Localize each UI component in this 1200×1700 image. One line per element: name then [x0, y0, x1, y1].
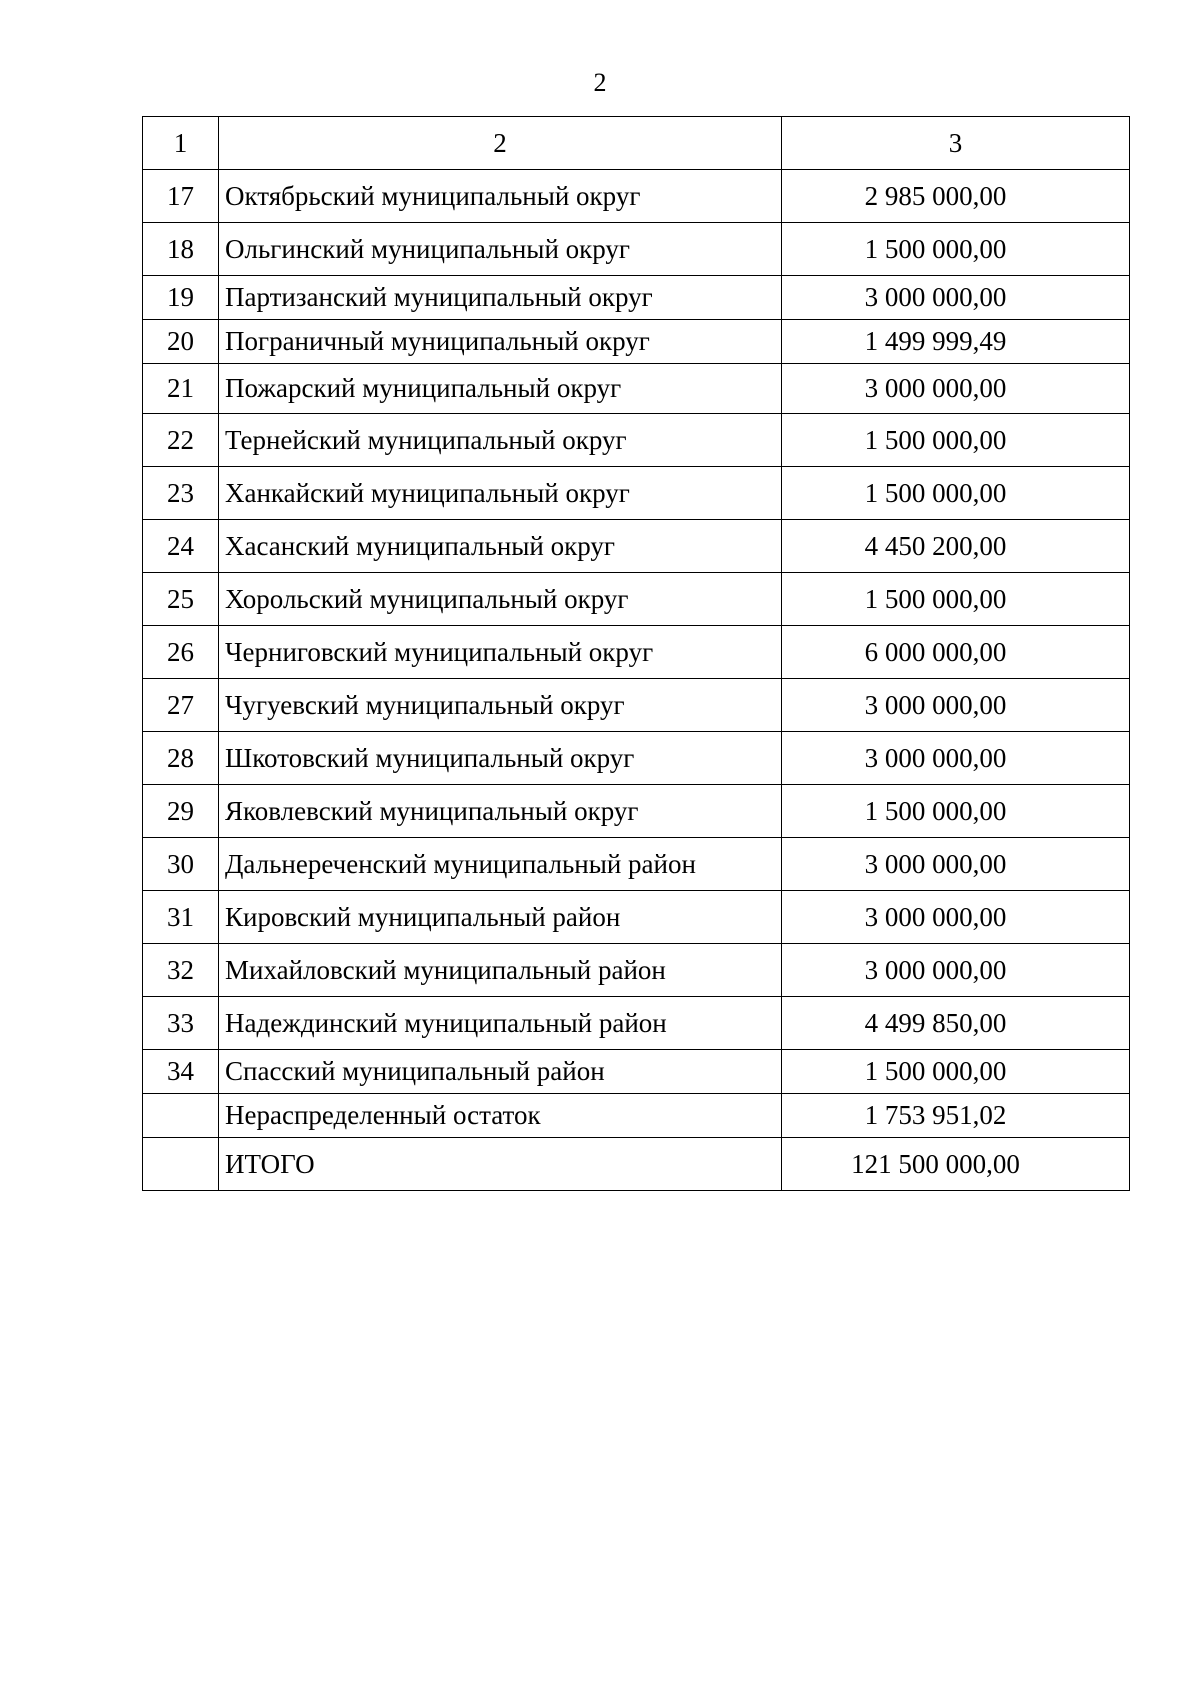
table-row — [143, 1138, 1130, 1191]
table-row — [143, 891, 1130, 944]
row-amount: 121 500 000,00 — [782, 1138, 1130, 1191]
table-row — [143, 467, 1130, 520]
table-row — [143, 320, 1130, 364]
row-amount: 1 500 000,00 — [782, 414, 1130, 467]
row-number: 22 — [143, 414, 219, 467]
row-name: Октябрьский муниципальный округ — [219, 170, 782, 223]
row-number: 20 — [143, 320, 219, 364]
row-amount: 1 500 000,00 — [782, 223, 1130, 276]
row-number: 21 — [143, 364, 219, 414]
row-name: Нераспределенный остаток — [219, 1094, 782, 1138]
row-amount: 1 500 000,00 — [782, 785, 1130, 838]
row-name: Шкотовский муниципальный округ — [219, 732, 782, 785]
table-row — [143, 997, 1130, 1050]
row-number: 29 — [143, 785, 219, 838]
row-number: 27 — [143, 679, 219, 732]
row-name: Пограничный муниципальный округ — [219, 320, 782, 364]
row-name: ИТОГО — [219, 1138, 782, 1191]
row-name: Ольгинский муниципальный округ — [219, 223, 782, 276]
row-amount: 3 000 000,00 — [782, 891, 1130, 944]
table-row — [143, 170, 1130, 223]
row-amount: 4 450 200,00 — [782, 520, 1130, 573]
row-name: Яковлевский муниципальный округ — [219, 785, 782, 838]
header-cell-1: 1 — [143, 117, 219, 170]
row-amount: 1 500 000,00 — [782, 573, 1130, 626]
row-number — [143, 1094, 219, 1138]
row-number: 18 — [143, 223, 219, 276]
row-amount: 1 753 951,02 — [782, 1094, 1130, 1138]
row-number: 25 — [143, 573, 219, 626]
row-amount: 3 000 000,00 — [782, 679, 1130, 732]
table-row — [143, 1050, 1130, 1094]
row-number: 32 — [143, 944, 219, 997]
row-name: Кировский муниципальный район — [219, 891, 782, 944]
row-number: 34 — [143, 1050, 219, 1094]
table-row — [143, 732, 1130, 785]
row-amount: 3 000 000,00 — [782, 838, 1130, 891]
row-number: 26 — [143, 626, 219, 679]
table-row — [143, 679, 1130, 732]
row-name: Партизанский муниципальный округ — [219, 276, 782, 320]
table-row — [143, 364, 1130, 414]
row-amount: 4 499 850,00 — [782, 997, 1130, 1050]
row-amount: 2 985 000,00 — [782, 170, 1130, 223]
row-name: Дальнереченский муниципальный район — [219, 838, 782, 891]
row-name: Михайловский муниципальный район — [219, 944, 782, 997]
table-row — [143, 414, 1130, 467]
row-number: 33 — [143, 997, 219, 1050]
row-name: Надеждинский муниципальный район — [219, 997, 782, 1050]
row-number: 19 — [143, 276, 219, 320]
table-row — [143, 944, 1130, 997]
table-header-row — [143, 117, 1130, 170]
header-cell-2: 2 — [219, 117, 782, 170]
row-name: Тернейский муниципальный округ — [219, 414, 782, 467]
table-row — [143, 573, 1130, 626]
table-row — [143, 626, 1130, 679]
row-amount: 1 500 000,00 — [782, 1050, 1130, 1094]
row-name: Чугуевский муниципальный округ — [219, 679, 782, 732]
row-name: Ханкайский муниципальный округ — [219, 467, 782, 520]
header-cell-3: 3 — [782, 117, 1130, 170]
row-amount: 1 499 999,49 — [782, 320, 1130, 364]
table-row — [143, 276, 1130, 320]
row-number: 24 — [143, 520, 219, 573]
row-amount: 3 000 000,00 — [782, 944, 1130, 997]
table-row — [143, 520, 1130, 573]
row-amount: 3 000 000,00 — [782, 732, 1130, 785]
row-number: 28 — [143, 732, 219, 785]
table-row — [143, 1094, 1130, 1138]
table-row — [143, 223, 1130, 276]
row-number: 30 — [143, 838, 219, 891]
row-number: 23 — [143, 467, 219, 520]
allocation-table — [142, 116, 1130, 1191]
row-amount: 3 000 000,00 — [782, 364, 1130, 414]
row-name: Хасанский муниципальный округ — [219, 520, 782, 573]
row-number — [143, 1138, 219, 1191]
table-row — [143, 785, 1130, 838]
row-name: Черниговский муниципальный округ — [219, 626, 782, 679]
row-amount: 6 000 000,00 — [782, 626, 1130, 679]
row-name: Пожарский муниципальный округ — [219, 364, 782, 414]
row-amount: 3 000 000,00 — [782, 276, 1130, 320]
page-number: 2 — [593, 68, 607, 97]
row-number: 31 — [143, 891, 219, 944]
row-amount: 1 500 000,00 — [782, 467, 1130, 520]
row-number: 17 — [143, 170, 219, 223]
row-name: Хорольский муниципальный округ — [219, 573, 782, 626]
table-row — [143, 838, 1130, 891]
row-name: Спасский муниципальный район — [219, 1050, 782, 1094]
